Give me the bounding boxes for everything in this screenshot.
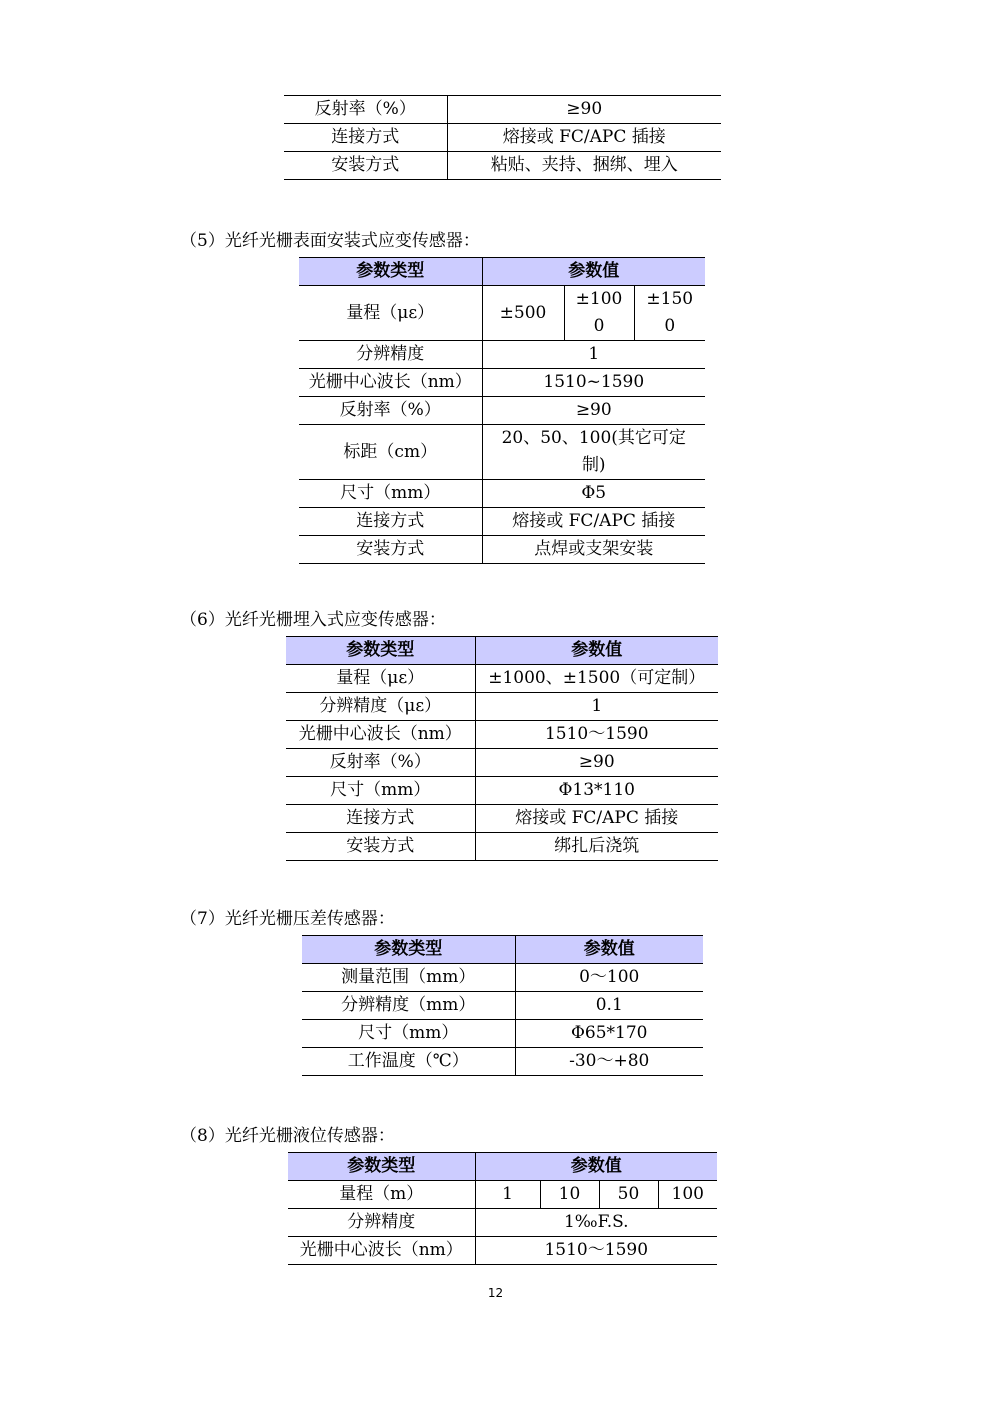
param-value: 熔接或 FC/APC 插接 — [482, 508, 705, 536]
header-value: 参数值 — [475, 1153, 717, 1181]
param-label: 尺寸（mm） — [302, 1020, 515, 1048]
header-type: 参数类型 — [302, 936, 515, 964]
section5-table — [299, 257, 705, 564]
param-value: 1510~1590 — [482, 369, 705, 397]
param-value: ±100 0 — [564, 286, 634, 341]
table-row — [286, 665, 718, 693]
table-row — [299, 480, 705, 508]
table-row — [284, 96, 721, 124]
param-value: 20、50、100(其它可定 制) — [482, 425, 705, 480]
table-header-row — [288, 1153, 717, 1181]
param-label: 连接方式 — [286, 805, 475, 833]
top-table — [284, 95, 721, 180]
section-heading: （6）光纤光栅埋入式应变传感器： — [180, 610, 446, 630]
header-type: 参数类型 — [288, 1153, 475, 1181]
param-value: 50 — [599, 1181, 658, 1209]
table-row — [288, 1209, 717, 1237]
param-label: 光栅中心波长（nm） — [288, 1237, 475, 1265]
param-label: 安装方式 — [299, 536, 482, 564]
section-heading: （7）光纤光栅压差传感器： — [180, 909, 395, 929]
param-label: 标距（cm） — [299, 425, 482, 480]
table-row — [284, 152, 721, 180]
table-row — [299, 397, 705, 425]
param-label: 分辨精度 — [288, 1209, 475, 1237]
table-row — [299, 286, 705, 341]
param-value: 1‰F.S. — [475, 1209, 717, 1237]
param-label: 量程（m） — [288, 1181, 475, 1209]
param-label: 尺寸（mm） — [299, 480, 482, 508]
table-row — [302, 1020, 703, 1048]
param-value: 1 — [482, 341, 705, 369]
param-label: 光栅中心波长（nm） — [299, 369, 482, 397]
param-label: 尺寸（mm） — [286, 777, 475, 805]
table-row — [284, 124, 721, 152]
param-value: ≥90 — [447, 96, 721, 124]
param-label: 量程（με） — [286, 665, 475, 693]
param-label: 工作温度（℃） — [302, 1048, 515, 1076]
param-value: 10 — [540, 1181, 599, 1209]
header-value: 参数值 — [515, 936, 703, 964]
param-label: 分辨精度（mm） — [302, 992, 515, 1020]
table-row — [286, 693, 718, 721]
param-value: Φ65*170 — [515, 1020, 703, 1048]
table-row — [302, 1048, 703, 1076]
param-value: 熔接或 FC/APC 插接 — [475, 805, 718, 833]
table-row — [299, 341, 705, 369]
param-label: 分辨精度（με） — [286, 693, 475, 721]
param-value: Φ13*110 — [475, 777, 718, 805]
header-value: 参数值 — [482, 258, 705, 286]
table-row — [299, 425, 705, 480]
param-value: 0～100 — [515, 964, 703, 992]
table-row — [302, 964, 703, 992]
table-row — [286, 721, 718, 749]
param-label: 测量范围（mm） — [302, 964, 515, 992]
param-value: 1 — [475, 693, 718, 721]
table-row — [286, 805, 718, 833]
table-header-row — [286, 637, 718, 665]
param-value: 点焊或支架安装 — [482, 536, 705, 564]
table-row — [286, 777, 718, 805]
table-row — [299, 369, 705, 397]
param-value: 熔接或 FC/APC 插接 — [447, 124, 721, 152]
param-value: Φ5 — [482, 480, 705, 508]
param-label: 安装方式 — [286, 833, 475, 861]
param-value: ≥90 — [482, 397, 705, 425]
param-label: 安装方式 — [284, 152, 447, 180]
section-heading: （8）光纤光栅液位传感器： — [180, 1126, 395, 1146]
param-value: 0.1 — [515, 992, 703, 1020]
table-header-row — [302, 936, 703, 964]
param-label: 反射率（%） — [299, 397, 482, 425]
header-type: 参数类型 — [286, 637, 475, 665]
header-value: 参数值 — [475, 637, 718, 665]
section6-table — [286, 636, 718, 861]
param-label: 连接方式 — [284, 124, 447, 152]
table-header-row — [299, 258, 705, 286]
param-value: 1510～1590 — [475, 1237, 717, 1265]
param-value: 1 — [475, 1181, 540, 1209]
param-value: ±150 0 — [634, 286, 705, 341]
section8-table — [288, 1152, 717, 1265]
param-label: 分辨精度 — [299, 341, 482, 369]
table-row — [288, 1237, 717, 1265]
param-label: 反射率（%） — [284, 96, 447, 124]
param-value: 绑扎后浇筑 — [475, 833, 718, 861]
param-value: ≥90 — [475, 749, 718, 777]
header-type: 参数类型 — [299, 258, 482, 286]
param-value: ±1000、±1500（可定制） — [475, 665, 718, 693]
section7-table — [302, 935, 703, 1076]
param-label: 光栅中心波长（nm） — [286, 721, 475, 749]
table-row — [288, 1181, 717, 1209]
param-label: 反射率（%） — [286, 749, 475, 777]
param-value: -30～+80 — [515, 1048, 703, 1076]
table-row — [299, 508, 705, 536]
param-value: ±500 — [482, 286, 564, 341]
param-label: 连接方式 — [299, 508, 482, 536]
table-row — [286, 749, 718, 777]
param-value: 1510～1590 — [475, 721, 718, 749]
param-value: 100 — [658, 1181, 717, 1209]
table-row — [286, 833, 718, 861]
param-value: 粘贴、夹持、捆绑、埋入 — [447, 152, 721, 180]
page-number: 12 — [487, 1286, 504, 1300]
table-row — [299, 536, 705, 564]
param-label: 量程（με） — [299, 286, 482, 341]
table-row — [302, 992, 703, 1020]
section-heading: （5）光纤光栅表面安装式应变传感器： — [180, 231, 480, 251]
